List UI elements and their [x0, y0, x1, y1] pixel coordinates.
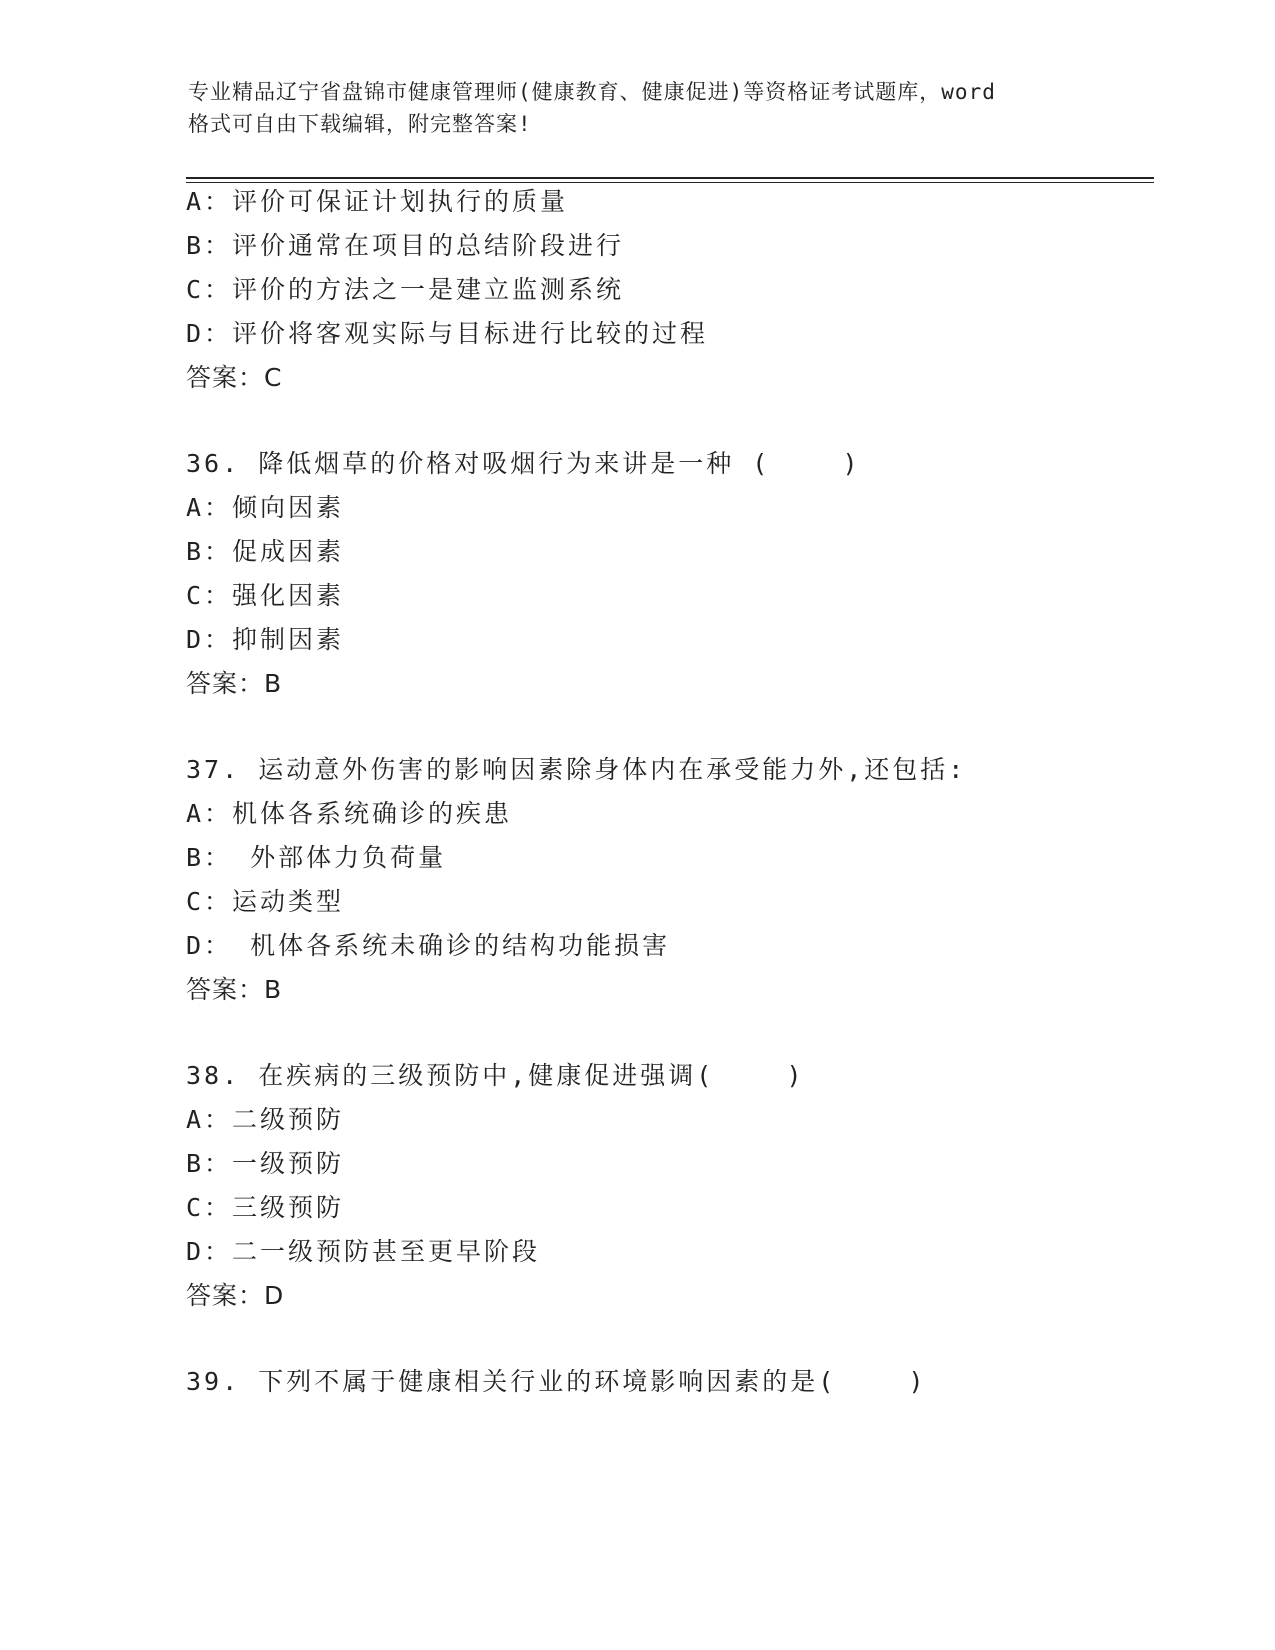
q38-option-b: B：一级预防: [186, 1149, 345, 1178]
prev-answer: 答案：C: [186, 363, 283, 392]
header-line-1: 专业精品辽宁省盘锦市健康管理师(健康教育、健康促进)等资格证考试题库，word: [188, 80, 996, 104]
q37-option-a: A：机体各系统确诊的疾患: [186, 799, 513, 828]
q37-answer: 答案：B: [186, 975, 283, 1004]
prev-option-a: A：评价可保证计划执行的质量: [186, 187, 569, 216]
document-header: [188, 76, 1088, 140]
q37-option-c: C：运动类型: [186, 887, 345, 916]
question-38: 38. 在疾病的三级预防中,健康促进强调( ): [186, 1061, 805, 1090]
q36-option-b: B：促成因素: [186, 537, 345, 566]
prev-option-d: D：评价将客观实际与目标进行比较的过程: [186, 319, 709, 348]
prev-option-c: C：评价的方法之一是建立监测系统: [186, 275, 625, 304]
q36-option-c: C：强化因素: [186, 581, 345, 610]
question-37: 37. 运动意外伤害的影响因素除身体内在承受能力外,还包括:: [186, 755, 967, 784]
q38-answer: 答案：D: [186, 1281, 285, 1310]
header-divider-thin: [186, 182, 1154, 183]
header-divider-thick: [186, 177, 1154, 179]
q36-answer: 答案：B: [186, 669, 283, 698]
header-line-2: 格式可自由下载编辑，附完整答案!: [188, 112, 532, 136]
prev-option-b: B：评价通常在项目的总结阶段进行: [186, 231, 625, 260]
q37-option-b: B： 外部体力负荷量: [186, 843, 447, 872]
q37-option-d: D： 机体各系统未确诊的结构功能损害: [186, 931, 671, 960]
q36-option-d: D：抑制因素: [186, 625, 345, 654]
q36-option-a: A：倾向因素: [186, 493, 345, 522]
question-36: 36. 降低烟草的价格对吸烟行为来讲是一种 ( ): [186, 449, 861, 478]
q38-option-c: C：三级预防: [186, 1193, 345, 1222]
q38-option-a: A：二级预防: [186, 1105, 345, 1134]
question-39: 39. 下列不属于健康相关行业的环境影响因素的是( ): [186, 1367, 927, 1396]
q38-option-d: D：二一级预防甚至更早阶段: [186, 1237, 541, 1266]
